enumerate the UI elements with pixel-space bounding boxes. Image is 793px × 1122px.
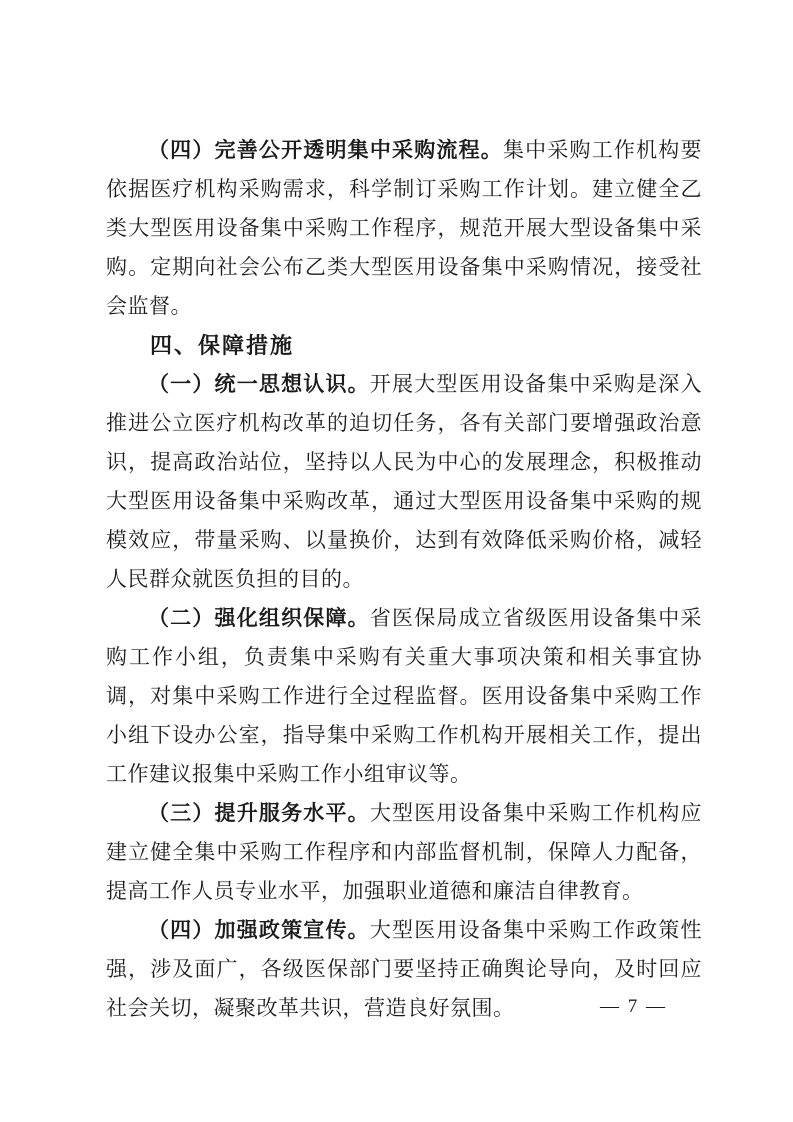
paragraph-item-3-improve-service xyxy=(106,794,702,911)
paragraph-item-1-unify-thinking xyxy=(106,365,702,599)
paragraph-lead: （三）提升服务水平。 xyxy=(148,801,370,825)
paragraph-text: 开展大型医用设备集中采购是深入推进公立医疗机构改革的迫切任务，各有关部门要增强政治意识，提高政治站位，坚持以人民为中心的发展理念，积极推动大型医用设备集中采购改革，通过大型医用设备集中采购的规模效应，带量采购、以量换价，达到有效降低采购价格，减轻人民群众就医负担的目的。 xyxy=(106,372,702,591)
paragraph-text: 大型医用设备集中采购工作机构应建立健全集中采购工作程序和内部监督机制，保障人力配备，提高工作人员专业水平，加强职业道德和廉洁自律教育。 xyxy=(106,801,702,903)
section-heading-safeguard-measures: 四、保障措施 xyxy=(150,333,295,358)
paragraph-lead: （二）强化组织保障。 xyxy=(148,606,370,630)
paragraph-item-2-strengthen-organization xyxy=(106,599,702,794)
paragraph-lead: （四）完善公开透明集中采购流程。 xyxy=(148,138,503,162)
paragraph-text: 集中采购工作机构要依据医疗机构采购需求，科学制订采购工作计划。建立健全乙类大型医用设备集中采购工作程序，规范开展大型设备集中采购。定期向社会公布乙类大型医用设备集中采购情况，接受社会监督。 xyxy=(106,138,702,318)
paragraph-lead: （一）统一思想认识。 xyxy=(148,372,370,396)
paragraph-text: 省医保局成立省级医用设备集中采购工作小组，负责集中采购有关重大事项决策和相关事宜协调，对集中采购工作进行全过程监督。医用设备集中采购工作小组下设办公室，指导集中采购工作机构开展相关工作，提出工作建议报集中采购工作小组审议等。 xyxy=(106,606,702,786)
paragraph-lead: （四）加强政策宣传。 xyxy=(148,918,370,942)
paragraph-section-4-improve-procurement-process xyxy=(106,131,702,326)
paragraph-text: 大型医用设备集中采购工作政策性强，涉及面广，各级医保部门要坚持正确舆论导向，及时回应社会关切，凝聚改革共识，营造良好氛围。 xyxy=(106,918,702,1020)
document-body xyxy=(106,131,702,1028)
page-number: — 7 — xyxy=(600,996,667,1017)
